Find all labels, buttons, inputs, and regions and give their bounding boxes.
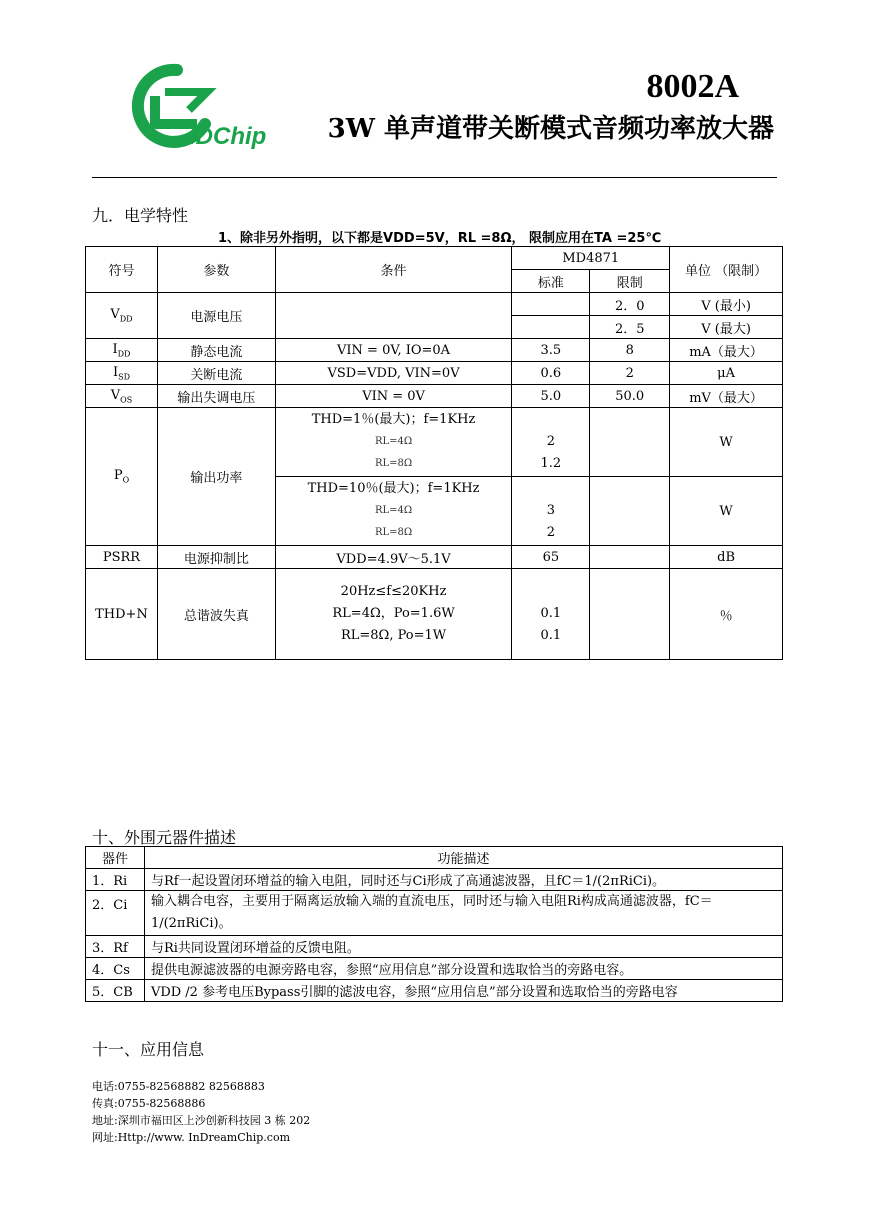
footer-fax: 传真:0755-82568886 [92,1097,206,1110]
table-row [86,293,783,316]
cell-limit [590,408,670,477]
table-row [86,936,783,958]
logo-text: IDChip [189,123,267,150]
table-row [86,339,783,362]
col-typ: 标准 [512,270,590,293]
section11-title: 十一、应用信息 [92,1040,205,1059]
cell-unit: mA（最大） [670,339,783,362]
cell-typ: 5.0 [512,385,590,408]
cell-cond: VIN = 0V, IO=0A [275,339,512,362]
company-logo [115,62,285,152]
cell-typ [512,316,590,339]
table-row [86,546,783,569]
cell-unit: W [670,408,783,477]
cell-param: 电源电压 [157,293,275,339]
cell-param: 总谐波失真 [157,569,275,660]
section10-title: 十、外围元器件描述 [92,828,237,847]
cell-desc: 输入耦合电容，主要用于隔离运放输入端的直流电压，同时还与输入电阻Ri构成高通滤波器，fC＝1/(2πRiCi)。 [144,891,782,936]
cell-unit: ％ [670,569,783,660]
cell-limit: 2．5 [590,316,670,339]
footer-contact [92,1078,310,1146]
col-desc: 功能描述 [144,847,782,869]
table-row [86,869,783,891]
col-symbol: 符号 [86,247,158,293]
cell-limit: 2．0 [590,293,670,316]
cell-limit: 2 [590,362,670,385]
cell-cond: THD=1％(最大)；f=1KHz RL=4Ω RL=8Ω [275,408,512,477]
doc-subtitle: 3W 单声道带关断模式音频功率放大器 [327,114,774,144]
cell-unit: μA [670,362,783,385]
col-param: 参数 [157,247,275,293]
test-conditions: 1、除非另外指明，以下都是VDD=5V，RL =8Ω， 限制应用在TA =25℃ [218,231,662,246]
cell-part: 3．Rf [86,936,145,958]
cell-unit: dB [670,546,783,569]
cell-cond: VIN = 0V [275,385,512,408]
cell-param: 静态电流 [157,339,275,362]
cell-desc: 与Rf一起设置闭环增益的输入电阻，同时还与Ci形成了高通滤波器，且fC＝1/(2πRiCi)。 [144,869,782,891]
cell-cond: VDD=4.9V～5.1V [275,546,512,569]
cell-unit: V (最小) [670,293,783,316]
cell-desc: 提供电源滤波器的电源旁路电容，参照“应用信息”部分设置和选取恰当的旁路电容。 [144,958,782,980]
cell-part: 5．CB [86,980,145,1002]
cell-unit: mV（最大） [670,385,783,408]
header-divider [92,177,777,178]
cell-sym: $P_O$ [86,408,158,546]
electrical-characteristics-table [85,246,783,660]
cell-limit [590,546,670,569]
component-table [85,846,783,1002]
cell-sym: $V_{OS}$ [86,385,158,408]
table-row [86,980,783,1002]
cell-part: 1．Ri [86,869,145,891]
section9-title: 九．电学特性 [92,206,189,225]
col-group: MD4871 [512,247,670,270]
table-row [86,385,783,408]
cell-sym: $V_{DD}$ [86,293,158,339]
cell-limit [590,477,670,546]
cell-cond: VSD=VDD, VIN=0V [275,362,512,385]
cell-cond [275,293,512,339]
cell-part: 2．Ci [86,891,145,936]
footer-address: 地址:深圳市福田区上沙创新科技园 3 栋 202 [92,1114,311,1127]
cell-sym: PSRR [86,546,158,569]
cell-sym: $I_{DD}$ [86,339,158,362]
cell-typ: 3.5 [512,339,590,362]
cell-unit: W [670,477,783,546]
cell-unit: V (最大) [670,316,783,339]
cell-typ: 2 1.2 [512,408,590,477]
table-row [86,362,783,385]
cell-param: 关断电流 [157,362,275,385]
table-header-row [86,847,783,869]
table-row [86,891,783,936]
col-limit: 限制 [590,270,670,293]
cell-limit [590,569,670,660]
table-row [86,958,783,980]
col-unit: 单位 （限制） [670,247,783,293]
cell-cond: THD=10％(最大)；f=1KHz RL=4Ω RL=8Ω [275,477,512,546]
cell-desc: 与Ri共同设置闭环增益的反馈电阻。 [144,936,782,958]
table-row [86,569,783,660]
table-header-row [86,247,783,270]
cell-typ: 65 [512,546,590,569]
cell-limit: 50.0 [590,385,670,408]
cell-limit: 8 [590,339,670,362]
cell-param: 输出失调电压 [157,385,275,408]
cell-sym: $I_{SD}$ [86,362,158,385]
part-number: 8002A [646,68,739,105]
footer-web[interactable]: 网址:Http://www. InDreamChip.com [92,1131,291,1144]
cell-param: 输出功率 [157,408,275,546]
col-condition: 条件 [275,247,512,293]
cell-typ [512,293,590,316]
cell-sym: THD+N [86,569,158,660]
cell-typ: 3 2 [512,477,590,546]
table-row [86,408,783,477]
cell-part: 4．Cs [86,958,145,980]
cell-param: 电源抑制比 [157,546,275,569]
cell-typ: 0.1 0.1 [512,569,590,660]
footer-phone: 电话:0755-82568882 82568883 [92,1080,265,1093]
cell-typ: 0.6 [512,362,590,385]
col-part: 器件 [86,847,145,869]
cell-cond: 20Hz≤f≤20KHz RL=4Ω，Po=1.6W RL=8Ω, Po=1W [275,569,512,660]
cell-desc: VDD /2 参考电压Bypass引脚的滤波电容，参照“应用信息”部分设置和选取恰当的旁路电容 [144,980,782,1002]
